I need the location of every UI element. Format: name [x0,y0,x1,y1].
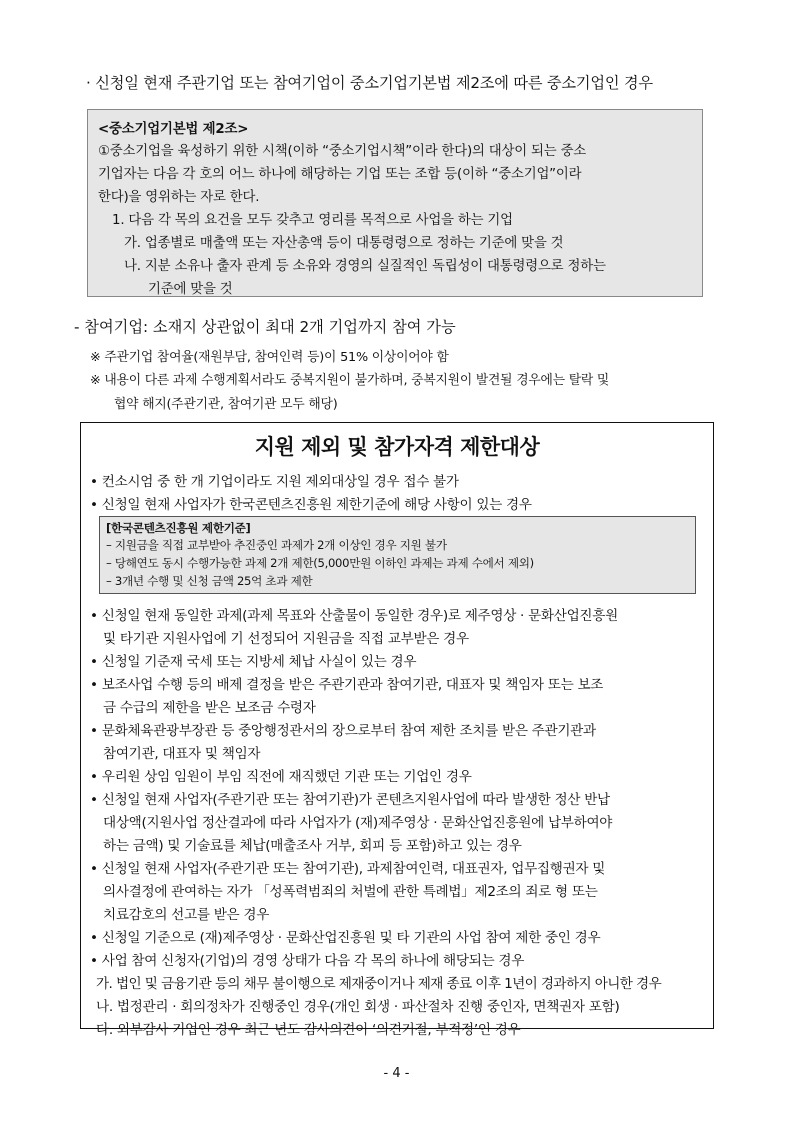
restriction-item: • 보조사업 수행 등의 배제 결정을 받은 주관기관과 참여기관, 대표자 및 책임자 또는 보조 [90,677,604,693]
page-number: - 4 - [383,1066,410,1081]
restriction-item: • 신청일 현재 사업자(주관기관 또는 참여기관), 과제참여인력, 대표권자, 업무집행권자 및 [90,861,606,877]
restriction-item: 및 타기관 지원사업에 기 선정되어 지원금을 직접 교부받은 경우 [103,631,469,647]
restriction-item: • 사업 참여 신청자(기업)의 경영 상태가 다음 각 목의 하나에 해당되는 경우 [90,953,525,969]
participation-note: 협약 해지(주관기관, 참여기관 모두 해당) [114,397,338,412]
restriction-item: • 신청일 현재 사업자가 한국콘텐츠진흥원 제한기준에 해당 사항이 있는 경우 [90,497,532,513]
law-line: ①중소기업을 육성하기 위한 시책(이하 “중소기업시책”이라 한다)의 대상이 되는 중소 [98,144,587,159]
law-line: 1. 다음 각 목의 요건을 모두 갖추고 영리를 목적으로 사업을 하는 기업 [112,213,513,228]
restriction-subitem: 다. 외부감사 기업인 경우 최근 년도 감사의견이 ‘의견거절, 부적정’인 경우 [96,1022,521,1038]
law-box-heading: <중소기업기본법 제2조> [98,122,249,137]
law-line: 기업자는 다음 각 호의 어느 하나에 해당하는 기업 또는 조합 등(이하 “중소기업”이라 [98,167,582,182]
participating-company-rule: - 참여기업: 소재지 상관없이 최대 2개 기업까지 참여 가능 [74,318,456,336]
participation-note: ※ 내용이 다른 과제 수행계획서라도 중복지원이 불가하며, 중복지원이 발견될 경우에는 탈락 및 [90,373,610,388]
restriction-subitem: 나. 법정관리 · 회의정차가 진행중인 경우(개인 회생 · 파산절차 진행 중인자, 면책권자 포함) [96,999,620,1015]
restriction-item: • 문화체육관광부장관 등 중앙행정관서의 장으로부터 참여 제한 조치를 받은 주관기관과 [90,723,596,739]
restriction-item: 참여기관, 대표자 및 책임자 [103,746,261,762]
participation-note: ※ 주관기업 참여율(재원부담, 참여인력 등)이 51% 이상이어야 함 [90,350,449,365]
restriction-title: 지원 제외 및 참가자격 제한대상 [254,435,540,459]
sme-law-box [87,109,703,297]
law-line: 한다)을 영위하는 자로 한다. [98,190,260,205]
restriction-item: 의사결정에 관여하는 자가 「성폭력범죄의 처벌에 관한 특례법」제2조의 죄로 형 또는 [103,884,598,900]
kocca-criteria-line: – 지원금을 직접 교부받아 추진중인 과제가 2개 이상인 경우 지원 불가 [106,538,447,552]
restriction-item: • 신청일 현재 동일한 과제(과제 목표와 산출물이 동일한 경우)로 제주영상 · 문화산업진흥원 [90,608,618,624]
restriction-item: 하는 금액) 및 기술료를 체납(매출조사 거부, 회피 등 포함)하고 있는 경우 [103,838,522,854]
kocca-criteria-line: – 당해연도 동시 수행가능한 과제 2개 제한(5,000만원 이하인 과제는 과제 수에서 제외) [106,556,534,570]
law-line: 나. 지분 소유나 출자 관계 등 소유와 경영의 실질적인 독립성이 대통령령으로 정하는 [124,259,606,274]
restriction-item: • 신청일 기준재 국세 또는 지방세 체납 사실이 있는 경우 [90,654,417,670]
restriction-item: 금 수급의 제한을 받은 보조금 수령자 [103,700,316,716]
restriction-item: • 신청일 현재 사업자(주관기관 또는 참여기관)가 콘텐츠지원사업에 따라 발생한 정산 반납 [90,792,610,808]
restriction-item: • 우리원 상임 임원이 부임 직전에 재직했던 기관 또는 기업인 경우 [90,769,472,785]
kocca-criteria-box [99,516,696,594]
sme-criteria-bullet: · 신청일 현재 주관기업 또는 참여기업이 중소기업기본법 제2조에 따른 중소기업인 경우 [86,74,653,92]
restriction-item: • 신청일 기준으로 (재)제주영상 · 문화산업진흥원 및 타 기관의 사업 참여 제한 중인 경우 [90,930,601,946]
restriction-box [80,422,714,1038]
kocca-criteria-heading: [한국콘텐츠진흥원 제한기준] [106,521,251,535]
restriction-item: 치료감호의 선고를 받은 경우 [103,907,270,923]
law-line: 가. 업종별로 매출액 또는 자산총액 등이 대통령령으로 정하는 기준에 맞을 것 [124,236,564,251]
restriction-subitem: 가. 법인 및 금융기관 등의 채무 불이행으로 제재중이거나 제재 종료 이후 1년이 경과하지 아니한 경우 [96,976,662,992]
kocca-criteria-line: – 3개년 수행 및 신청 금액 25억 초과 제한 [106,574,313,588]
restriction-item: 대상액(지원사업 정산결과에 따라 사업자가 (재)제주영상 · 문화산업진흥원에 납부하여야 [103,815,613,831]
law-line: 기준에 맞을 것 [148,282,233,297]
restriction-item: • 컨소시엄 중 한 개 기업이라도 지원 제외대상일 경우 접수 불가 [90,474,459,490]
